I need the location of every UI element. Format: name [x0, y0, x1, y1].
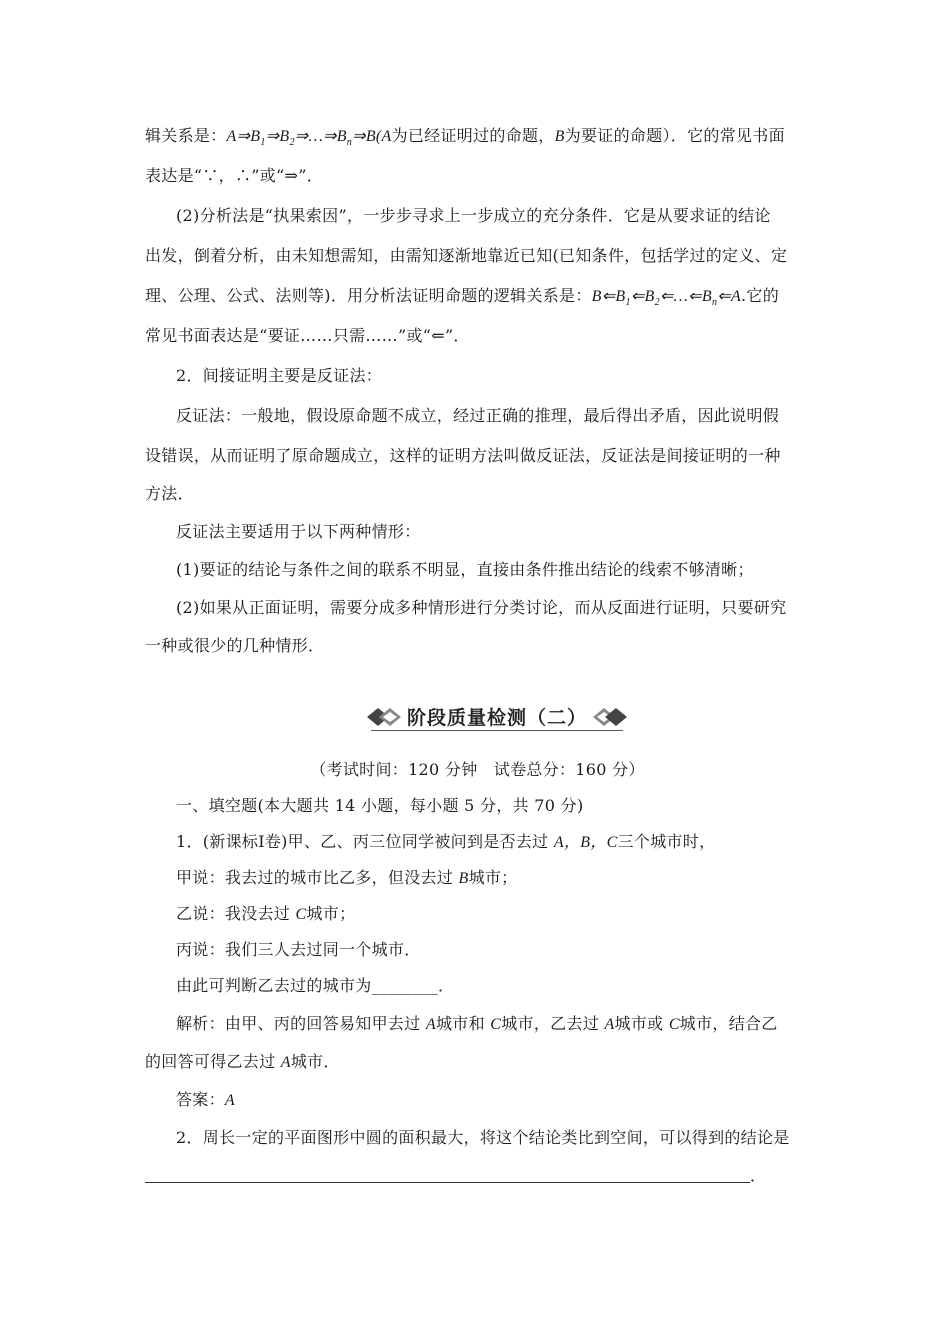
text-line: (2)如果从正面证明，需要分成多种情形进行分类讨论，而从反面进行证明，只要研究 [176, 598, 787, 617]
part-heading: 一、填空题(本大题共 14 小题，每小题 5 分，共 70 分) [176, 796, 584, 815]
math-expression: $B⇐B_1⇐B_2⇐\dots⇐B_n⇐A$ [591, 288, 742, 309]
text-line: (2)分析法是“执果索因”，一步步寻求上一步成立的充分条件．它是从要求证的结论 [176, 206, 771, 225]
banner-rule [371, 730, 623, 731]
text-line [145, 286, 810, 307]
section-heading: 2．间接证明主要是反证法： [176, 366, 383, 385]
text-line: 设错误，从而证明了原命题成立，这样的证明方法叫做反证法，反证法是间接证明的一种 [145, 446, 781, 465]
solution-text: 解析：由甲、丙的回答易知甲去过 A城市和 C城市，乙去过 A城市或 C城市，结合乙 [176, 1014, 778, 1033]
text-line: 表达是“∵，∴”或“⇒”． [145, 166, 324, 185]
text-line: 方法． [145, 484, 194, 503]
solution-text: 的回答可得乙去过 A城市． [145, 1052, 340, 1071]
text-line: 常见书面表达是“要证……只需……”或“⇐”． [145, 326, 470, 345]
text-line [145, 126, 810, 147]
question-stem: 2．周长一定的平面图形中圆的面积最大，将这个结论类比到空间，可以得到的结论是 [176, 1128, 790, 1147]
text-span: .它的 [741, 286, 780, 305]
math-expression: $A\Rightarrow B_1\Rightarrow B_2\Rightarrow\dots\Rightarrow B_n\Rightarrow B(A$ [226, 128, 392, 149]
text-line: 反证法：一般地，假设原命题不成立，经过正确的推理，最后得出矛盾，因此说明假 [176, 406, 780, 425]
section-banner [363, 700, 631, 734]
answer-blank[interactable] [145, 1182, 750, 1183]
text-span: 辑关系是： [145, 126, 227, 145]
banner-title: 阶段质量检测（二） [406, 707, 587, 729]
math-var: B [554, 128, 565, 145]
question-ask: 由此可判断乙去过的城市为________． [176, 976, 455, 995]
answer-line: 答案：A [176, 1090, 235, 1109]
question-stem: 1．(新课标Ⅰ卷)甲、乙、丙三位同学被问到是否去过 A，B，C三个城市时， [176, 832, 716, 851]
text-line: 丙说：我们三人去过同一个城市． [176, 940, 421, 959]
text-line: 反证法主要适用于以下两种情形： [176, 522, 421, 541]
text-line: 一种或很少的几种情形． [145, 636, 325, 655]
exam-info: （考试时间：120 分钟 试卷总分：160 分） [310, 760, 645, 779]
diamond-ornament-icon [589, 706, 629, 728]
text-span: 为已经证明过的命题， [391, 126, 555, 145]
text-line: 出发，倒着分析，由未知想需知，由需知逐渐地靠近已知(已知条件，包括学过的定义、定 [145, 246, 788, 265]
text-line: 甲说：我去过的城市比乙多，但没去过 B城市； [176, 868, 518, 887]
text-line: (1)要证的结论与条件之间的联系不明显，直接由条件推出结论的线索不够清晰； [176, 560, 754, 579]
text-span: 理、公理、公式、法则等)．用分析法证明命题的逻辑关系是： [145, 286, 592, 305]
text-span: 为要证的命题）．它的常见书面 [564, 126, 785, 145]
period-mark: ． [750, 1166, 767, 1185]
text-line: 乙说：我没去过 C城市； [176, 904, 356, 923]
